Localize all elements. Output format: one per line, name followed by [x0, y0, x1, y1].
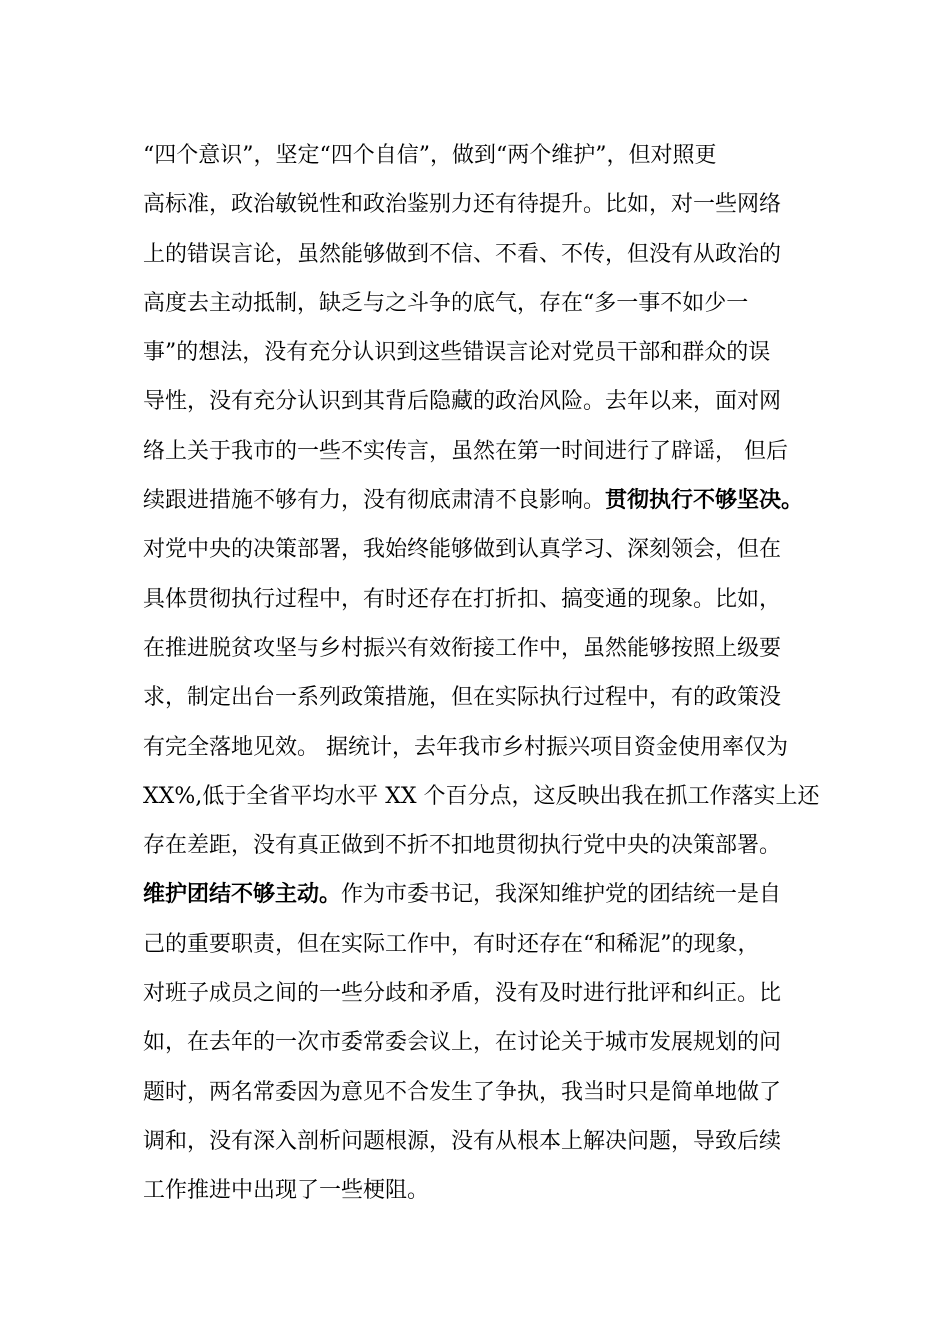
heading-implementation: 贯彻执行不够坚决。 [605, 488, 804, 514]
text-line: 络上关于我市的一些不实传言，虽然在第一时间进行了辟谣， 但后 [143, 438, 788, 464]
text-line: 工作推进中出现了一些梗阻。 [143, 1178, 430, 1204]
text-line: XX%,低于全省平均水平 XX 个百分点，这反映出我在抓工作落实上还 [143, 783, 820, 809]
heading-unity: 维护团结不够主动。 [143, 882, 342, 908]
text-line: 高标准，政治敏锐性和政治鉴别力还有待提升。比如，对一些网络 [143, 192, 782, 218]
text-line: 存在差距，没有真正做到不折不扣地贯彻执行党中央的决策部署。 [143, 833, 782, 859]
text-segment: 续跟进措施不够有力，没有彻底肃清不良影响。 [143, 488, 606, 514]
text-segment: 作为市委书记，我深知维护党的团结统一是自 [341, 882, 782, 908]
text-line: 调和，没有深入剖析问题根源，没有从根本上解决问题，导致后续 [143, 1128, 782, 1154]
text-line-with-heading [143, 476, 823, 525]
text-line: 己的重要职责，但在实际工作中，有时还存在“和稀泥”的现象， [143, 931, 760, 957]
text-line: 如，在去年的一次市委常委会议上，在讨论关于城市发展规划的问 [143, 1030, 782, 1056]
text-line: 题时，两名常委因为意见不合发生了争执，我当时只是简单地做了 [143, 1079, 782, 1105]
text-line: 对党中央的决策部署，我始终能够做到认真学习、深刻领会，但在 [143, 537, 782, 563]
text-line: 高度去主动抵制，缺乏与之斗争的底气，存在“多一事不如少一 [143, 290, 749, 316]
text-line: 上的错误言论，虽然能够做到不信、不看、不传，但没有从政治的 [143, 241, 782, 267]
body-text [143, 131, 823, 1216]
text-line: 导性，没有充分认识到其背后隐藏的政治风险。去年以来，面对网 [143, 389, 782, 415]
text-line: 对班子成员之间的一些分歧和矛盾，没有及时进行批评和纠正。比 [143, 981, 782, 1007]
text-line: “四个意识”，坚定“四个自信”，做到“两个维护”，但对照更 [143, 143, 717, 168]
text-line-with-heading [143, 870, 823, 919]
text-line: 有完全落地见效。 据统计，去年我市乡村振兴项目资金使用率仅为 [143, 734, 788, 760]
text-line: 求，制定出台一系列政策措施，但在实际执行过程中，有的政策没 [143, 685, 782, 711]
text-line: 在推进脱贫攻坚与乡村振兴有效衔接工作中，虽然能够按照上级要 [143, 635, 782, 661]
text-line: 事”的想法，没有充分认识到这些错误言论对党员干部和群众的误 [143, 340, 771, 366]
text-line: 具体贯彻执行过程中，有时还存在打折扣、搞变通的现象。比如， [143, 586, 782, 612]
